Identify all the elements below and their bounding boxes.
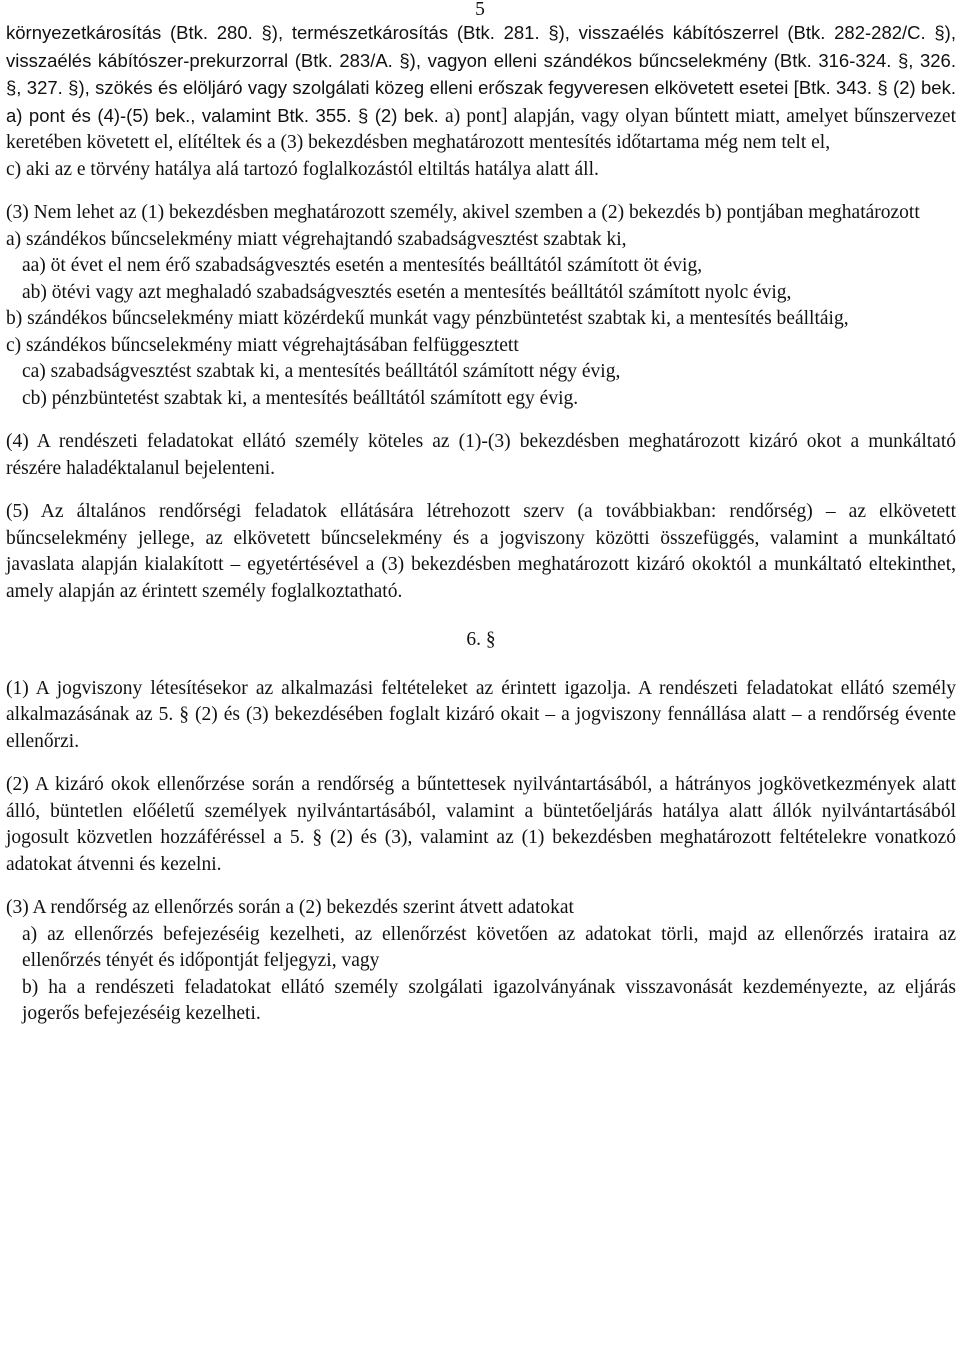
- paragraph-continuation: [6, 20, 956, 157]
- document-body: [6, 20, 956, 1028]
- list-item-c2: c) szándékos bűncselekmény miatt végrehajtásában felfüggesztett: [6, 334, 519, 356]
- paragraph-4: (4) A rendészeti feladatokat ellátó személy köteles az (1)-(3) bekezdésben meghatározott kizáró okot a munkáltató részére haladéktalanul bejelenteni.: [6, 431, 956, 479]
- list-item-c: c) aki az e törvény hatálya alá tartozó foglalkozástól eltiltás hatálya alatt áll.: [6, 158, 599, 180]
- page-number: 5: [475, 0, 485, 20]
- list-item-b: b) szándékos bűncselekmény miatt közérdekű munkát vagy pénzbüntetést szabtak ki, a mentesítés beálltáig,: [6, 308, 849, 329]
- list-item-ab: ab) ötévi vagy azt meghaladó szabadságvesztés esetén a mentesítés beálltától számított nyolc évig,: [22, 281, 792, 303]
- paragraph-3-intro: (3) Nem lehet az (1) bekezdésben meghatározott személy, akivel szemben a (2) bekezdés b) pontjában meghatározott: [6, 202, 920, 223]
- list-item-aa: aa) öt évet el nem érő szabadságvesztés esetén a mentesítés beálltától számított öt évig,: [22, 255, 703, 276]
- statute-list-text: környezetkárosítás (Btk. 280. §), természetkárosítás (Btk. 281. §), visszaélés kábítószerrel (Btk. 282-282/C. §), visszaélés kábítószer-prekurzorral (Btk. 283/A. §), vagyon elleni szándékos bűncselekmény (Btk. 316-324. §, 326. §, 327. §), szökés és elöljáró vagy szolgálati közeg elleni erőszak fegyveresen elkövetett esetei [Btk. 343. § (2) bek. a) pont és (4)-(5) bek., valamint Btk. 355. § (2) bek.: [6, 22, 956, 126]
- list-item-a: a) szándékos bűncselekmény miatt végrehajtandó szabadságvesztést szabtak ki,: [6, 228, 627, 250]
- list-item-cb: cb) pénzbüntetést szabtak ki, a mentesítés beálltától számított egy évig.: [22, 387, 579, 409]
- section-6-paragraph-2: (2) A kizáró okok ellenőrzése során a rendőrség a bűntettesek nyilvántartásából, a hátrányos jogkövetkezmények alatt álló, büntetlen előéletű személyek nyilvántartásából, valamint a büntetőeljárás hatálya alatt állók nyilvántartásából jogosult közvetlen hozzáféréssel a 5. § (2) és (3), valamint az (1) bekezdésben meghatározott feltételekre vonatkozó adatokat átvenni és kezelni.: [6, 774, 956, 875]
- section-6-list-item-b: b) ha a rendészeti feladatokat ellátó személy szolgálati igazolványának visszavonását kezdeményezte, az eljárás jogerős befejezéséig kezelheti.: [22, 976, 956, 1024]
- paragraph-5: (5) Az általános rendőrségi feladatok ellátására létrehozott szerv (a továbbiakban: rendőrség) – az elkövetett bűncselekmény jellege, az elkövetett bűncselekmény és a jogviszony közötti összefüggés, valamint a munkáltató javaslata alapján kialakított – egyetértésével a (3) bekezdésben meghatározott kizáró okoktól a munkáltató eltekinthet, amely alapján az érintett személy foglalkoztatható.: [6, 501, 956, 602]
- list-item-ca: ca) szabadságvesztést szabtak ki, a mentesítés beálltától számított négy évig,: [22, 361, 621, 382]
- section-6-paragraph-1: (1) A jogviszony létesítésekor az alkalmazási feltételeket az érintett igazolja. A rendészeti feladatokat ellátó személy alkalmazásának az 5. § (2) és (3) bekezdésében foglalt kizáró okait – a jogviszony fennállása alatt – a rendőrség évente ellenőrzi.: [6, 677, 956, 752]
- statute-list-tail: a) pont] alapján, vagy olyan bűntett miatt, amelyet bűnszervezet keretében követett el, elítéltek és a (3) bekezdésben meghatározott mentesítés időtartama még nem telt el,: [6, 105, 956, 153]
- section-title: 6. §: [466, 629, 496, 650]
- section-6-list-item-a: a) az ellenőrzés befejezéséig kezelheti, az ellenőrzést követően az adatokat törli, majd az ellenőrzés irataira az ellenőrzés tényét és időpontját feljegyzi, vagy: [22, 923, 956, 971]
- section-6-paragraph-3-intro: (3) A rendőrség az ellenőrzés során a (2) bekezdés szerint átvett adatokat: [6, 897, 574, 918]
